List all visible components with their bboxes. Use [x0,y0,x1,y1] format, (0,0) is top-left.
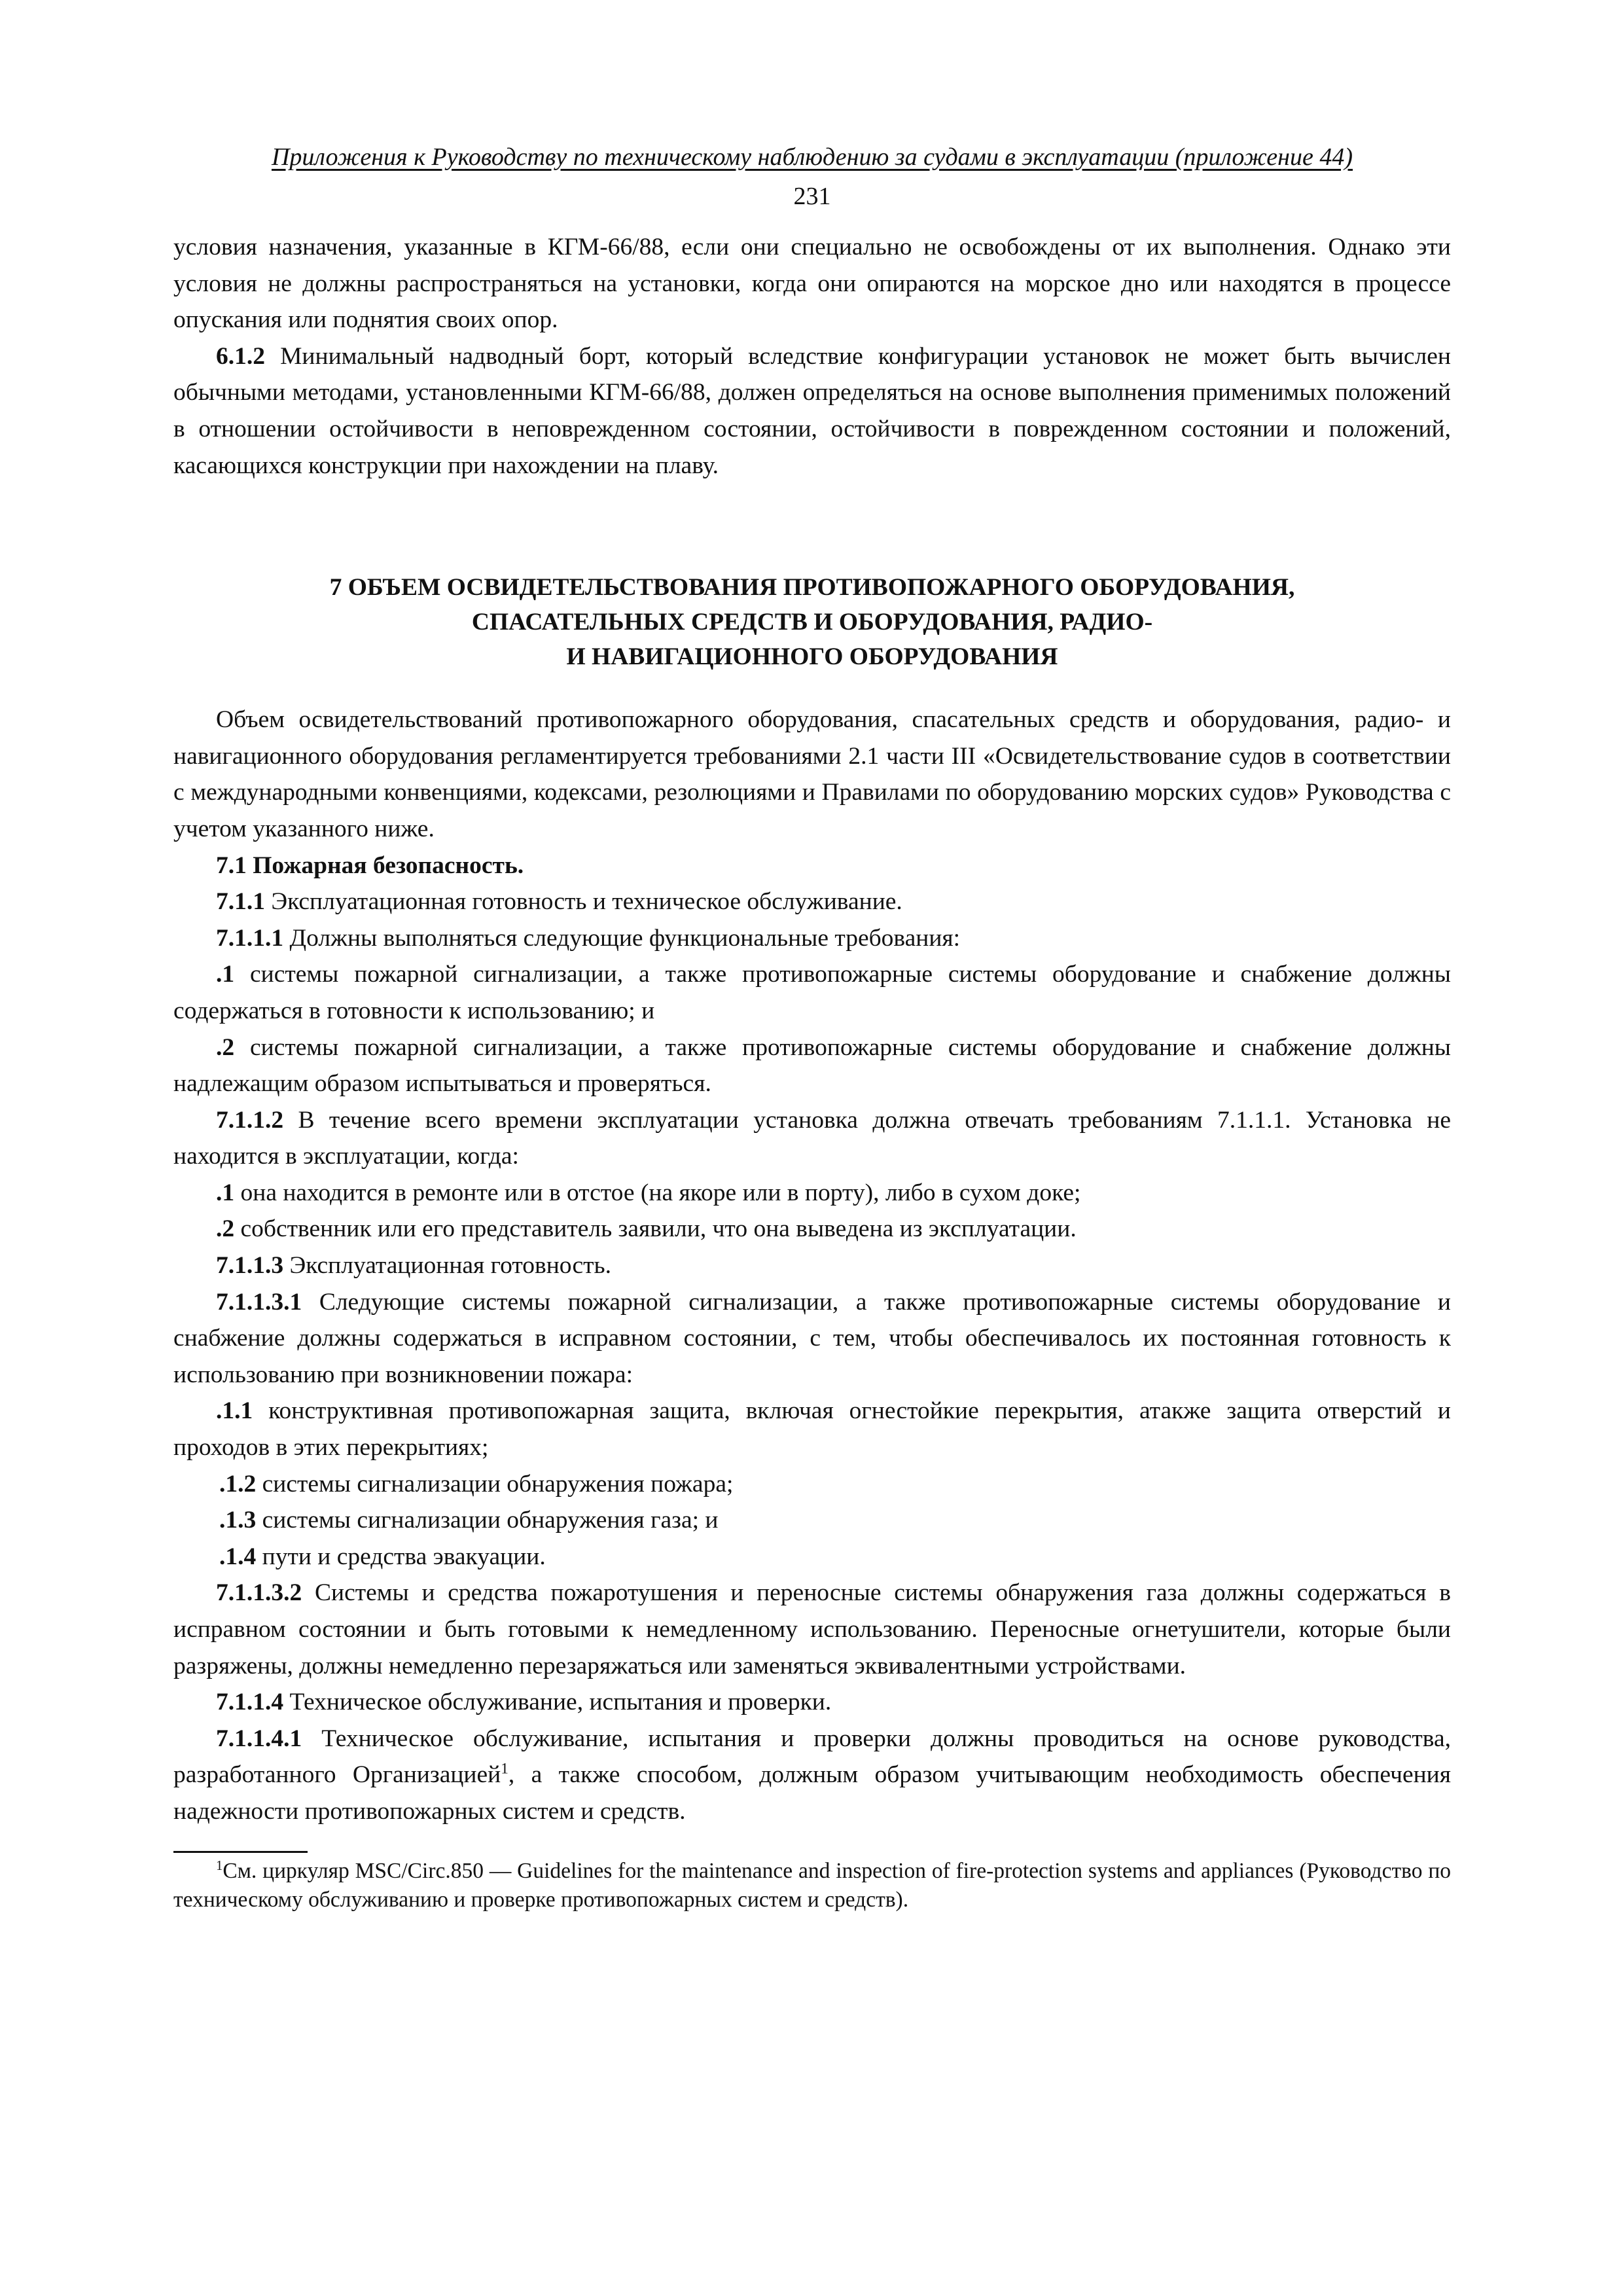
clause-text: , а также способом, должным образом учитывающим необходимость обеспечения надежности противопожарных систем и средств. [173,1761,1451,1825]
footnote-text: См. циркуляр MSC/Circ.850 — Guidelines for the maintenance and inspection of fire-protection systems and appliances (Руководство по техническому обслуживанию и проверке противопожарных систем и средств). [173,1858,1451,1912]
paragraph-7-1-1-4 [173,1684,1451,1721]
list-item [173,956,1451,1029]
clause-number: 7.1.1 [216,888,265,916]
footnote-reference: 1 [501,1760,508,1778]
clause-text: Минимальный надводный борт, который вследствие конфигурации установок не может быть вычислен обычными методами, установленными КГМ-66/88, должен определяться на основе выполнения применимых положений в отношении остойчивости в неповрежденном состоянии, остойчивости в поврежденном состоянии и положений, касающихся конструкции при нахождении на плаву. [173,342,1451,479]
item-text: она находится в ремонте или в отстое (на якоре или в порту), либо в сухом доке; [234,1179,1081,1206]
item-text: системы пожарной сигнализации, а также противопожарные системы оборудование и снабжение должны надлежащим образом испытываться и проверяться. [173,1033,1451,1098]
paragraph-7-1-1-3 [173,1247,1451,1284]
item-text: системы сигнализации обнаружения пожара; [256,1470,734,1498]
continuation-paragraph: условия назначения, указанные в КГМ-66/88, если они специально не освобождены от их выполнения. Однако эти условия не должны распространяться на установки, когда они опираются на морское дно или находятся в процессе опускания или поднятия своих опор. [173,234,1451,334]
clause-number: 7.1.1.4 [216,1689,284,1716]
item-text: системы пожарной сигнализации, а также противопожарные системы оборудование и снабжение должны содержаться в готовности к использованию; и [173,961,1451,1024]
footnote-marker: 1 [216,1857,223,1873]
paragraph-7-1-1 [173,884,1451,920]
item-number: .1.1 [216,1397,253,1425]
clause-number: 7.1.1.1 [216,924,284,952]
list-item [173,1211,1451,1247]
footnote-separator [173,1851,308,1853]
clause-number: 7.1.1.3.2 [216,1579,302,1607]
clause-text: Следующие системы пожарной сигнализации, а также противопожарные системы оборудование и снабжение должны содержаться в исправном состоянии, с тем, чтобы обеспечивалось их постоянная готовность к использованию при возникновении пожара: [173,1288,1451,1388]
page-number: 231 [793,183,831,210]
clause-number: 7.1.1.3 [216,1252,284,1280]
clause-text: Должны выполняться следующие функциональные требования: [283,924,961,952]
list-item [173,1502,1451,1539]
item-number: .1.4 [219,1543,257,1570]
clause-text: Техническое обслуживание, испытания и проверки должны проводиться на основе руководства, разработанного Организацией [173,1725,1451,1789]
list-item [173,1393,1451,1465]
subsection-heading-7-1: 7.1 Пожарная безопасность. [216,852,524,879]
item-text: системы сигнализации обнаружения газа; и [256,1507,719,1534]
item-text: конструктивная противопожарная защита, включая огнестойкие перекрытия, атакже защита отверстий и проходов в этих перекрытиях; [173,1397,1451,1462]
heading-line: СПАСАТЕЛЬНЫХ СРЕДСТВ И ОБОРУДОВАНИЯ, РАДИО- [471,609,1153,636]
clause-text: Эксплуатационная готовность. [283,1252,611,1280]
clause-number: 7.1.1.2 [216,1106,284,1134]
item-number: .2 [216,1033,235,1061]
item-number: .2 [216,1215,235,1243]
item-text: собственник или его представитель заявили, что она выведена из эксплуатации. [234,1215,1077,1243]
clause-number: 7.1.1.4.1 [216,1725,302,1752]
paragraph-7-1-1-2 [173,1102,1451,1175]
item-number: .1.2 [219,1470,257,1498]
item-number: .1 [216,961,235,988]
section-lead-paragraph: Объем освидетельствований противопожарного оборудования, спасательных средств и оборудования, радио- и навигационного оборудования регламентируется требованиями 2.1 части III «Освидетельствование судов в соответствии с международными конвенциями, кодексами, резолюциями и Правилами по оборудованию морских судов» Руководства с учетом указанного ниже. [173,706,1451,842]
list-item [173,1466,1451,1503]
section-heading [173,570,1451,674]
clause-text: Эксплуатационная готовность и техническое обслуживание. [265,888,902,916]
clause-text: Техническое обслуживание, испытания и проверки. [283,1689,832,1716]
heading-line: И НАВИГАЦИОННОГО ОБОРУДОВАНИЯ [566,643,1058,671]
item-text: пути и средства эвакуации. [256,1543,546,1570]
footnote [173,1857,1451,1914]
page-content [173,139,1451,1914]
paragraph-7-1-1-1 [173,920,1451,957]
item-number: .1 [216,1179,235,1206]
running-header: Приложения к Руководству по техническому наблюдению за судами в эксплуатации (приложение 44) [271,143,1353,171]
list-item [173,1030,1451,1102]
item-number: .1.3 [219,1507,257,1534]
paragraph-7-1-1-4-1 [173,1721,1451,1830]
clause-number: 7.1.1.3.1 [216,1288,302,1316]
list-item [173,1539,1451,1575]
clause-number: 6.1.2 [216,342,265,370]
clause-text: В течение всего времени эксплуатации установка должна отвечать требованиям 7.1.1.1. Установка не находится в эксплуатации, когда: [173,1106,1451,1170]
heading-line: 7 ОБЪЕМ ОСВИДЕТЕЛЬСТВОВАНИЯ ПРОТИВОПОЖАРНОГО ОБОРУДОВАНИЯ, [329,574,1295,601]
paragraph-6-1-2 [173,338,1451,484]
paragraph-7-1-1-3-2 [173,1575,1451,1684]
list-item [173,1175,1451,1211]
clause-text: Системы и средства пожаротушения и переносные системы обнаружения газа должны содержаться в исправном состоянии и быть готовыми к немедленному использованию. Переносные огнетушители, которые были разряжены, должны немедленно перезаряжаться или заменяться эквивалентными устройствами. [173,1579,1451,1679]
paragraph-7-1-1-3-1 [173,1284,1451,1393]
